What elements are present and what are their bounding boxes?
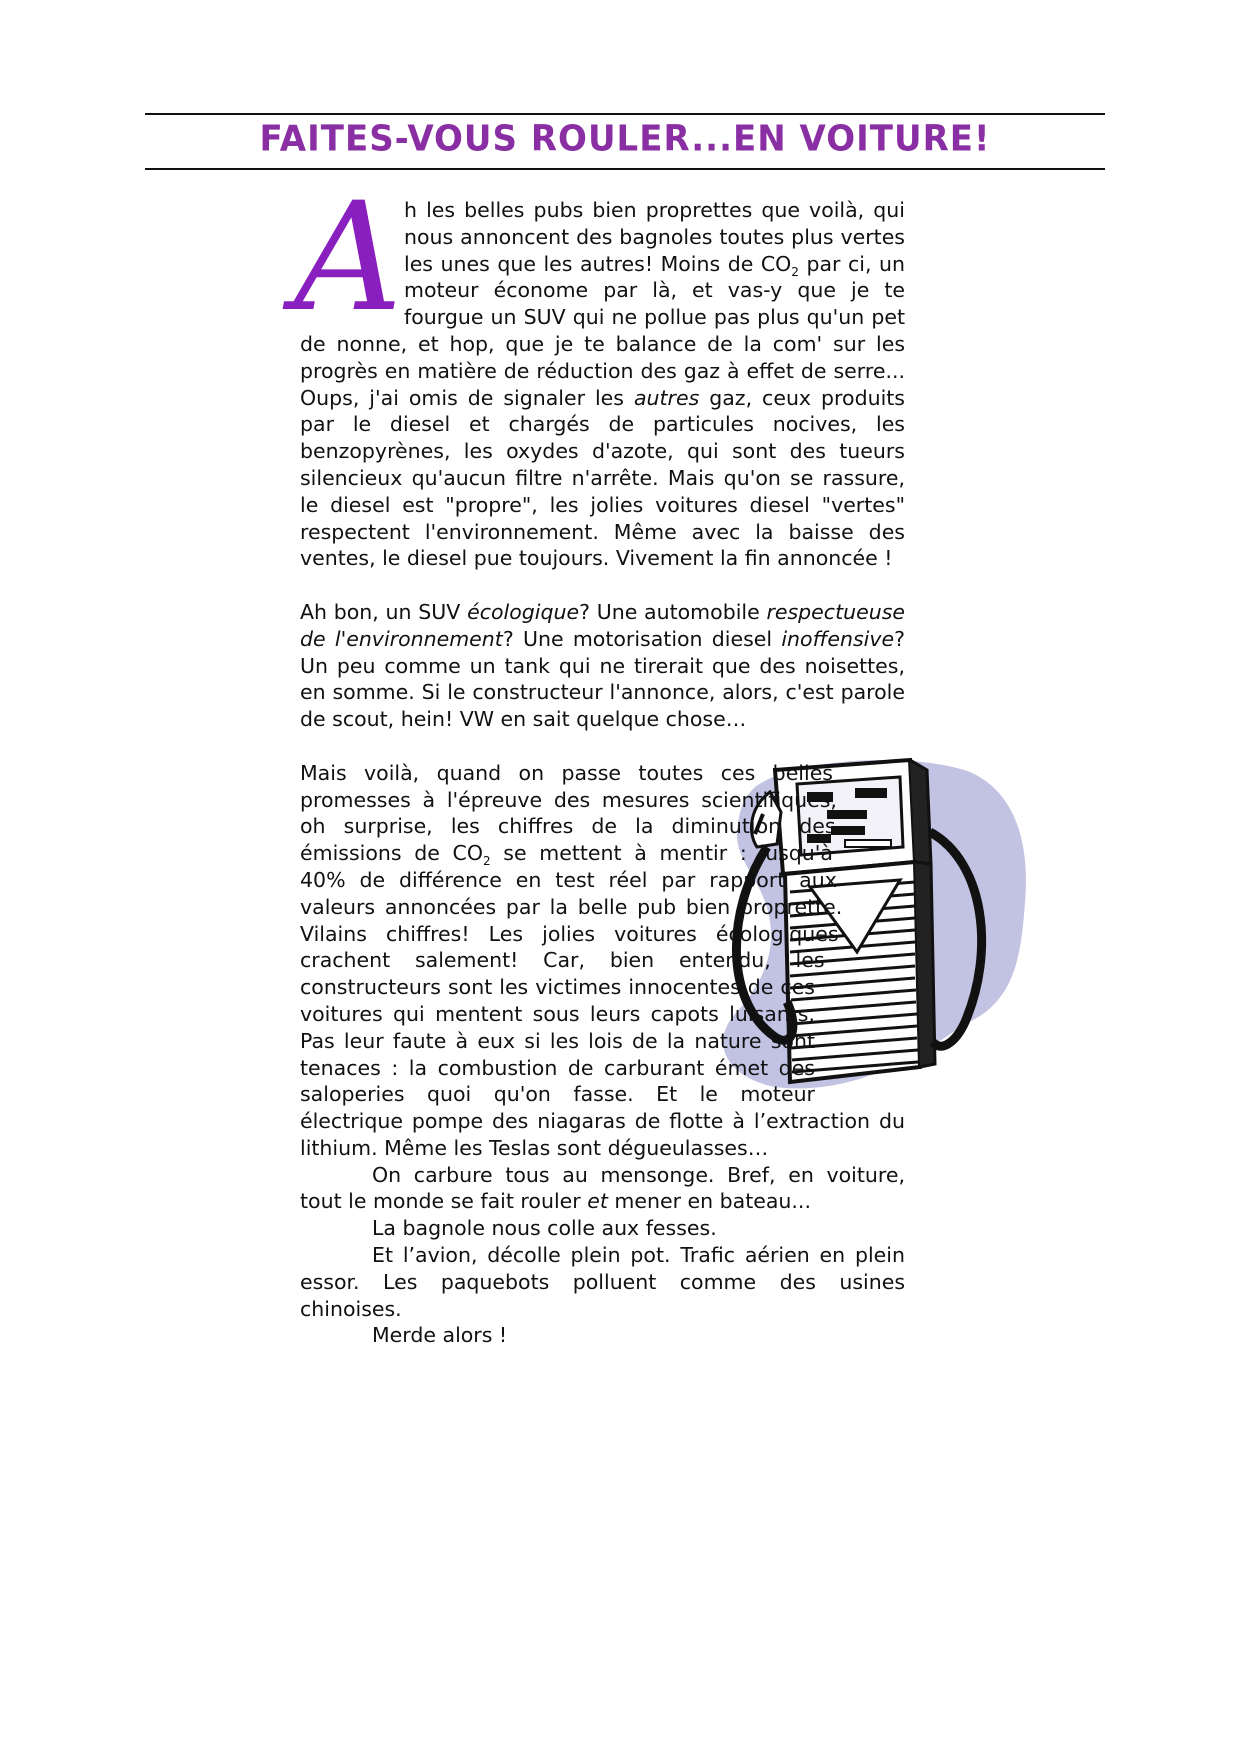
paragraph-3: Mais voilà, quand on passe toutes ces belles promesses à l'épreuve des mesures scientifiques, oh surprise, les chiffres de la diminution des émissions de $CO_2$ se mettent à mentir : jusqu'à 40% de différence en test réel par rapport aux valeurs annoncées par la belle pub bien proprette. Vilains chiffres! Les jolies voitures écologiques crachent salement! Car, bien entendu, les constructeurs sont les victimes innocentes de ces voitures qui mentent sous leurs capots luisants. Pas leur faute à eux si les lois de la nature sont tenaces : la combustion de carburant émet des saloperies quoi qu'on fasse. Et le moteur électrique pompe des niagaras de flotte à l’extraction du lithium. Même les Teslas sont dégueulasses… [300, 760, 905, 1162]
paragraph-4: On carbure tous au mensonge. Bref, en voiture, tout le monde se fait rouler et mener en bateau... [300, 1162, 905, 1214]
illustration-wrap-area [815, 762, 1040, 1084]
article-body [294, 171, 905, 1349]
top-rule [145, 113, 1105, 115]
drop-cap: A [294, 171, 403, 345]
closing-section [300, 1162, 905, 1350]
paragraph-1: Ah les belles pubs bien proprettes que voilà, qui nous annoncent des bagnoles toutes plus vertes les unes que les autres! Moins de $CO_2$ par ci, un moteur économe par là, et vas-y que je te fourgue un SUV qui ne pollue pas plus qu'un pet de nonne, et hop, que je te balance de la com' sur les progrès en matière de réduction des gaz à effet de serre... Oups, j'ai omis de signaler les autres gaz, ceux produits par le diesel et chargés de particules nocives, les benzopyrènes, les oxydes d'azote, qui sont des tueurs silencieux qu'aucun filtre n'arrête. Mais qu'on se rassure, le diesel est "propre", les jolies voitures diesel "vertes" respectent l'environnement. Même avec la baisse des ventes, le diesel pue toujours. Vivement la fin annoncée ! [294, 171, 905, 571]
paragraph-2: Ah bon, un SUV écologique? Une automobile respectueuse de l'environnement? Une motorisation diesel inoffensive? Un peu comme un tank qui ne tirerait que des noisettes, en somme. Si le constructeur l'annonce, alors, c'est parole de scout, hein! VW en sait quelque chose… [300, 599, 905, 732]
page-title: FAITES-VOUS ROULER...EN VOITURE! [259, 117, 991, 160]
bottom-rule [145, 168, 1105, 170]
paragraph-6: Et l’avion, décolle plein pot. Trafic aérien en plein essor. Les paquebots polluent comme des usines chinoises. [300, 1243, 905, 1321]
paragraph-7: Merde alors ! [372, 1323, 508, 1348]
paragraph-5: La bagnole nous colle aux fesses. [372, 1216, 717, 1241]
